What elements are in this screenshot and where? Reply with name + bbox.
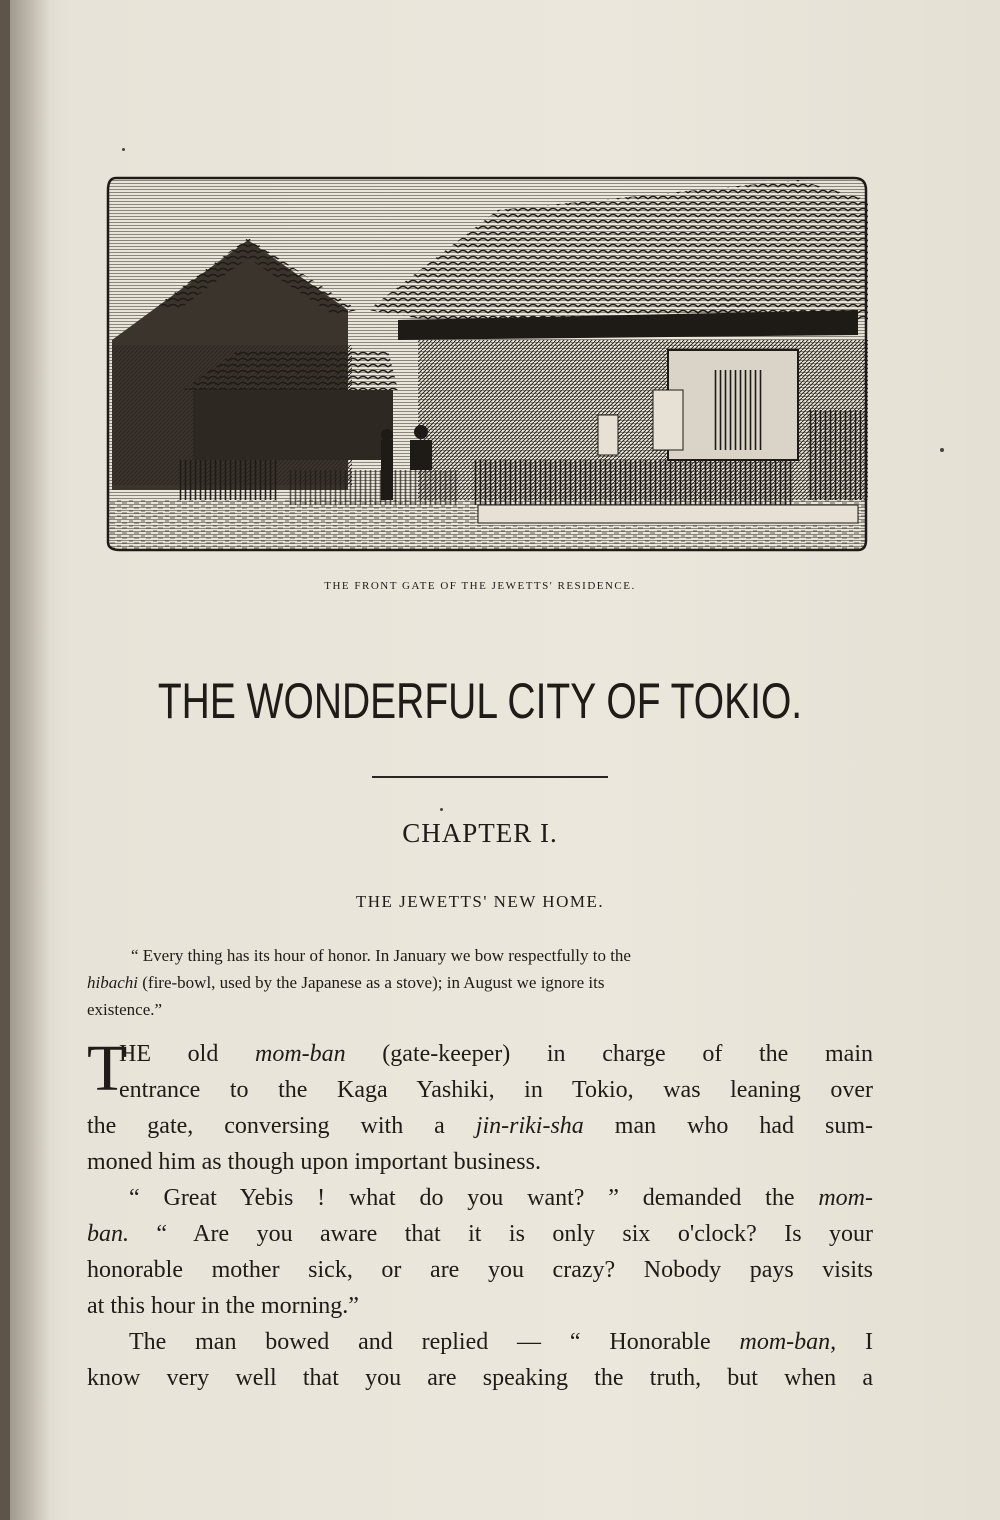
body-line (87, 1216, 873, 1252)
paper-speck (122, 148, 125, 151)
body-line (87, 1324, 873, 1360)
body-line (87, 1180, 873, 1216)
body-line: entrance to the Kaga Yashiki, in Tokio, was leaning over (119, 1077, 873, 1103)
text-run: I (836, 1329, 873, 1355)
epigraph-line: “ Every thing has its hour of honor. In January we bow respectfully to the (131, 946, 631, 965)
italic-term: mom-ban, (739, 1329, 837, 1355)
chapter-number: CHAPTER I. (402, 818, 558, 848)
body-line (87, 1108, 873, 1144)
text-run: the gate, conversing with a (87, 1113, 476, 1139)
chapter-body (87, 1032, 873, 1396)
text-run: (gate-keeper) in charge of the main (345, 1041, 873, 1067)
engraving-japanese-gate-icon (98, 170, 868, 560)
book-page (10, 0, 1000, 1520)
text-run: The man bowed and replied — “ Honorable (129, 1329, 740, 1355)
gutter-shadow (10, 0, 50, 1520)
italic-term: ban. (87, 1221, 129, 1247)
title-divider (372, 776, 608, 778)
italic-term: jin-riki-sha (475, 1113, 584, 1139)
chapter-title: THE JEWETTS' NEW HOME. (355, 892, 605, 911)
epigraph-text: (fire-bowl, used by the Japanese as a stove); in August we ignore its (138, 973, 605, 992)
text-run: HE old (119, 1041, 255, 1067)
body-line (87, 1036, 873, 1072)
body-line: honorable mother sick, or are you crazy? Nobody pays visits (87, 1257, 873, 1283)
body-line: moned him as though upon important business. (87, 1149, 541, 1175)
paper-speck (940, 448, 944, 452)
drop-cap: T (87, 1032, 128, 1105)
paper-speck (440, 808, 443, 811)
text-run: man who had sum- (583, 1113, 873, 1139)
epigraph-italic-term: hibachi (87, 973, 138, 992)
book-title: THE WONDERFUL CITY OF TOKIO. (157, 673, 803, 729)
body-line: at this hour in the morning.” (87, 1293, 359, 1319)
illustration-caption: THE FRONT GATE OF THE JEWETTS' RESIDENCE. (324, 580, 636, 592)
epigraph (87, 942, 873, 1023)
epigraph-line (87, 969, 873, 996)
engraving-illustration (98, 170, 868, 560)
italic-term: mom-ban (254, 1041, 346, 1067)
italic-term: mom- (818, 1185, 873, 1211)
epigraph-line: existence.” (87, 1000, 163, 1019)
body-line: know very well that you are speaking the truth, but when a (87, 1365, 873, 1391)
text-run: “ Are you aware that it is only six o'clock? Is your (129, 1221, 873, 1247)
text-run: “ Great Yebis ! what do you want? ” demanded the (129, 1185, 819, 1211)
